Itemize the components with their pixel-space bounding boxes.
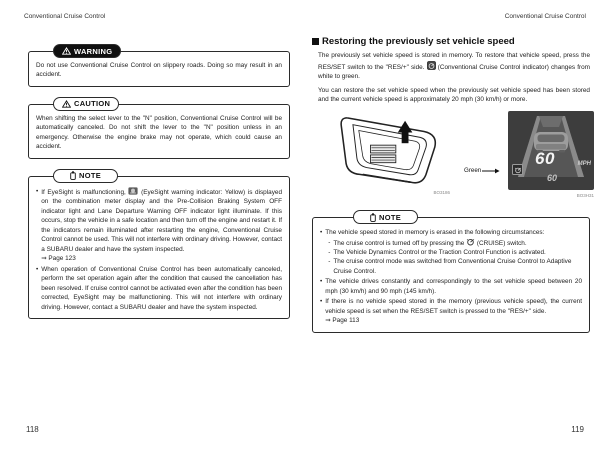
note-bullet2-text: The vehicle drives constantly and correspondingly to the set vehicle speed between 20 mph (30 km/h) and 90 mph (145 km/h). (325, 278, 582, 295)
press-up-arrow-icon (398, 121, 413, 143)
note-subitem-mode-switch (325, 257, 582, 276)
set-speed-value: 60 (547, 173, 558, 184)
green-label: Green (464, 167, 482, 175)
note-box-left (28, 171, 290, 319)
caution-text: When shifting the select lever to the "N" position, Conventional Cruise Control will be automatically canceled. Do not shift the lever to the "N" position unless in an emergency. Otherwise the engine brake may not operate, which could cause an accident. (36, 114, 282, 151)
sub2-text: The Vehicle Dynamics Control or the Traction Control Function is activated. (333, 248, 546, 256)
callout-arrow-icon (482, 168, 500, 174)
speed-unit-label: MPH (577, 161, 591, 168)
note-bullet2-text: When operation of Conventional Cruise Control has been automatically canceled, perform the set operation again after the condition that caused the cancellation has been resolved. If cruise control cannot be activated even after the condition has been corrected, EyeSight may be malfunctioning. This will not interfere with ordinary driving. However, contact a SUBARU dealer and have the system inspected. (41, 265, 282, 311)
note-bullet-erased (320, 228, 582, 276)
note-subitem-vdc (325, 248, 582, 257)
note-icon (370, 213, 376, 222)
note-pill-left (53, 169, 118, 183)
figure-code-meter: BO3H31 (576, 193, 594, 199)
sub1-text-pre: The cruise control is turned off by pressing the (333, 239, 465, 247)
dash-marker: - (328, 238, 331, 246)
warning-pill (53, 44, 121, 58)
green-callout (464, 167, 500, 174)
warning-label: WARNING (74, 46, 113, 56)
section-title-row (312, 36, 590, 47)
running-header-left: Conventional Cruise Control (24, 13, 106, 20)
figure-code-switch: BO3186 (433, 190, 450, 196)
left-page (28, 34, 290, 319)
speedometer-icon (514, 166, 522, 174)
warning-box (28, 46, 290, 87)
note-bullet3-text: If there is no vehicle speed stored in the memory (previous vehicle speed), the current vehicle speed is set when the RES/SET switch is pressed to the "RES/+" side. (325, 298, 582, 315)
bullet-marker: • (36, 187, 39, 195)
cruise-control-indicator-icon (427, 61, 436, 70)
page-number-right: 119 (571, 425, 584, 434)
dash-marker: - (328, 248, 331, 256)
page-number-left: 118 (26, 425, 39, 434)
note-pill-right (353, 210, 418, 224)
note-bullet1-text: The vehicle speed stored in memory is erased in the following circumstances: (325, 229, 545, 237)
cruise-indicator-in-meter (512, 164, 523, 175)
running-header-right: Conventional Cruise Control (504, 13, 586, 20)
note-bullet1-text-post: (EyeSight warning indicator: Yellow) is displayed on the combination meter display and the Pre-Collision Braking System OFF indicator light and Lane Departure Warning OFF indicator light illuminate. If this occurs, stop the vehicle in a safe location and then turn off the engine and restart it. If the indicators remain illuminated after restarting the engine, Conventional Cruise Control cannot be used. This will not interfere with ordinary driving. However, contact a SUBARU dealer and have the system inspected. (41, 188, 283, 253)
note-bullet-autocancel (36, 265, 282, 312)
bullet-marker: • (320, 278, 323, 286)
page-ref-113: ⇒ Page 113 (325, 317, 360, 325)
note-bullet-no-memory (320, 297, 582, 326)
right-page (312, 36, 594, 333)
note-bullet-eyesight (36, 187, 282, 264)
restore-paragraph-1-post: (Conventional Cruise Control indicator) changes from white to green. (318, 63, 591, 81)
note-label: NOTE (379, 212, 402, 222)
current-speed-value: 60 (535, 149, 555, 169)
figure-row (312, 111, 594, 203)
note-bullet-speed-range (320, 277, 582, 296)
restore-paragraph-2: You can restore the set vehicle speed when the previously set vehicle speed has been stored and the current vehicle speed is approximately 20 mph (30 km/h) or more. (318, 86, 590, 104)
note-icon (70, 171, 76, 180)
note-subitem-cruise-switch (325, 238, 582, 248)
warning-triangle-icon (62, 47, 71, 55)
caution-pill (53, 97, 119, 111)
note-bullet1-text-pre: If EyeSight is malfunctioning, (41, 188, 126, 196)
eyesight-warning-indicator-icon (128, 187, 138, 195)
page-ref-123: ⇒ Page 123 (41, 255, 76, 263)
cruise-switch-icon (466, 238, 475, 246)
section-title: Restoring the previously set vehicle speed (322, 36, 515, 47)
note-box-right (312, 212, 590, 333)
dash-marker: - (328, 258, 331, 266)
caution-box (28, 99, 290, 159)
bullet-marker: • (36, 265, 39, 273)
caution-triangle-icon (62, 100, 71, 108)
sub3-text: The cruise control mode was switched from Conventional Cruise Control to Adaptive Cruise Control. (333, 258, 572, 275)
meter-display-figure (508, 111, 594, 190)
warning-text: Do not use Conventional Cruise Control on slippery roads. Doing so may result in an accident. (36, 62, 282, 79)
restore-paragraph-1 (312, 51, 590, 82)
sub1-text-post: (CRUISE) switch. (476, 239, 527, 247)
restore-paragraph-1-pre: The previously set vehicle speed is stored in memory. To restore that vehicle speed, press the RES/SET switch to the "RES/+" side. (318, 52, 590, 71)
bullet-marker: • (320, 229, 323, 237)
caution-label: CAUTION (74, 99, 111, 109)
res-set-switch-figure (328, 113, 450, 189)
note-label: NOTE (79, 171, 102, 181)
section-square-marker (312, 38, 319, 45)
bullet-marker: • (320, 298, 323, 306)
